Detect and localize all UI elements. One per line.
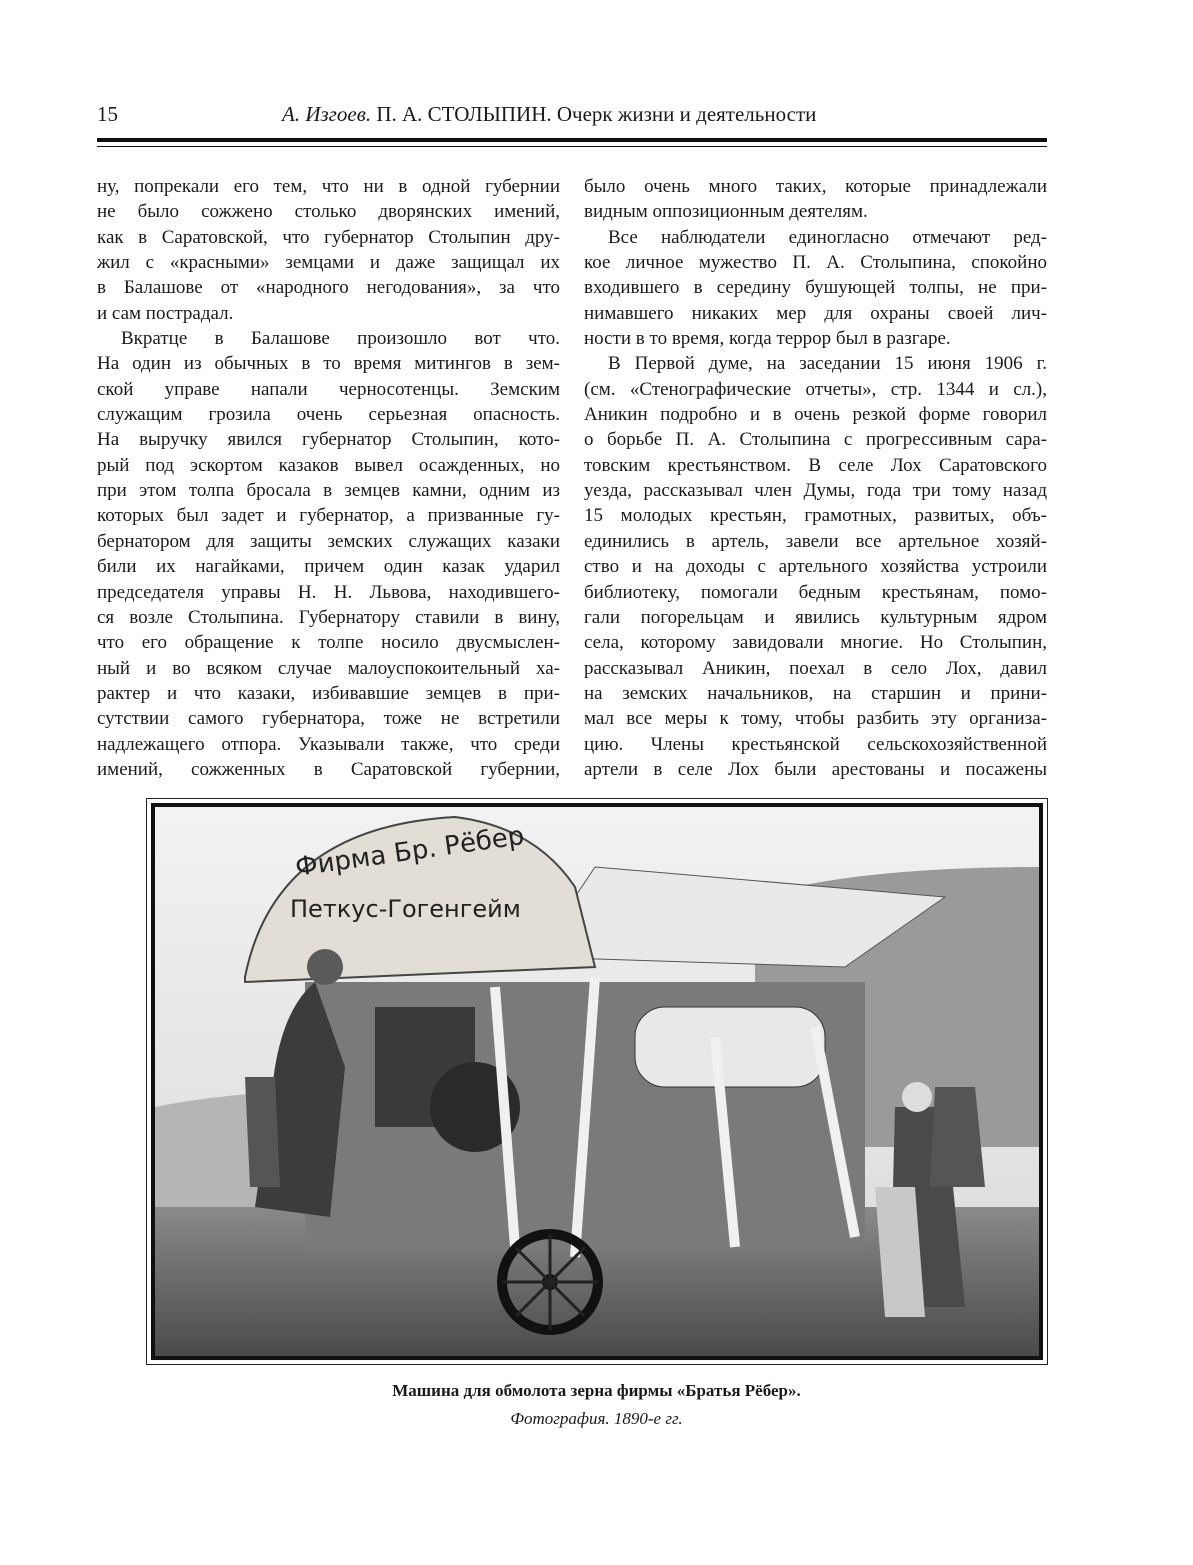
text-line: имений, сожженных в Саратовской губернии, bbox=[97, 758, 560, 780]
text-line: цию. Члены крестьянской сельскохозяйственной bbox=[584, 733, 1047, 755]
header-rule-thin bbox=[97, 146, 1047, 147]
text-line: В Первой думе, на заседании 15 июня 1906 г. bbox=[608, 353, 1047, 375]
text-line: которых был задет и губернатор, а призванные гу- bbox=[97, 505, 560, 527]
text-line: председателя управы Н. Н. Львова, находившего- bbox=[97, 581, 560, 603]
text-line: бернатором для защиты земских служащих казаки bbox=[97, 530, 560, 552]
text-line: служащим грозила очень серьезная опасность. bbox=[97, 404, 560, 426]
text-line: жил с «красными» земцами и даже защищал их bbox=[97, 252, 560, 274]
page-number: 15 bbox=[97, 102, 118, 126]
header-rule-thick bbox=[97, 138, 1047, 142]
text-line: били их нагайками, причем один казак ударил bbox=[97, 556, 560, 578]
text-line: как в Саратовской, что губернатор Столыпин дру- bbox=[97, 226, 560, 248]
text-line: рый под эскортом казаков вывел осажденных, но bbox=[97, 454, 560, 476]
text-column-left bbox=[97, 174, 560, 782]
text-line: 15 молодых крестьян, грамотных, развитых, объ- bbox=[584, 505, 1047, 527]
text-line: рассказывал Аникин, поехал в село Лох, давил bbox=[584, 657, 1047, 679]
text-line: На выручку явился губернатор Столыпин, кото- bbox=[97, 429, 560, 451]
text-line: ской управе напали черносотенцы. Земским bbox=[97, 378, 560, 400]
sign-text-line2: Петкус-Гогенгейм bbox=[290, 895, 521, 923]
sign-text-line1: Фирма Бр. Рёбер bbox=[293, 820, 527, 883]
text-line: на земских начальников, на старшин и прини- bbox=[584, 682, 1047, 704]
text-line: ну, попрекали его тем, что ни в одной губернии bbox=[97, 176, 560, 197]
text-line: сутствии самого губернатора, тоже не встретили bbox=[97, 708, 560, 730]
text-line: (см. «Стенографические отчеты», стр. 1344 и сл.), bbox=[584, 378, 1047, 400]
text-column-right bbox=[584, 174, 1047, 782]
figure-credit: Фотография. 1890-е гг. bbox=[510, 1409, 683, 1428]
text-line: ство и на доходы с артельного хозяйства устроили bbox=[584, 556, 1047, 578]
text-line: надлежащего отпора. Указывали также, что среди bbox=[97, 733, 560, 755]
text-line: и сам пострадал. bbox=[97, 302, 234, 324]
text-line: ся возле Столыпина. Губернатору ставили в вину, bbox=[97, 606, 560, 628]
person-background bbox=[245, 1077, 280, 1187]
text-line: не было сожжено столько дворянских имений, bbox=[97, 201, 560, 223]
text-line: что его обращение к толпе носило двусмыслен- bbox=[97, 632, 560, 654]
text-line: единились в артель, завели все артельное хозяй- bbox=[584, 530, 1047, 552]
text-line: ности в то время, когда террор был в разгаре. bbox=[584, 328, 951, 350]
text-line: нимавшего никаких мер для охраны своей лич- bbox=[584, 302, 1047, 324]
author-name: А. Изгоев. bbox=[282, 102, 372, 126]
text-line: при этом толпа бросала в земцев камни, одним из bbox=[97, 480, 560, 502]
text-line: ный и во всяком случае малоуспокоительный ха- bbox=[97, 657, 560, 679]
text-line: было очень много таких, которые принадлежали bbox=[584, 176, 1047, 197]
running-title bbox=[282, 102, 816, 127]
text-line: артели в селе Лох были арестованы и посажены bbox=[584, 758, 1047, 780]
text-line: в Балашове от «народного негодования», за что bbox=[97, 277, 560, 299]
text-line: рактер и что казаки, избивавшие земцев в при- bbox=[97, 682, 560, 704]
text-line: товским крестьянством. В селе Лох Саратовского bbox=[584, 454, 1047, 476]
text-line: гали погорельцам и явились культурным ядром bbox=[584, 606, 1047, 628]
text-line: Вкратце в Балашове произошло вот что. bbox=[121, 328, 560, 350]
text-line: села, которому завидовали многие. Но Столыпин, bbox=[584, 632, 1047, 654]
text-line: входившего в середину бушующей толпы, не при- bbox=[584, 277, 1047, 299]
text-line: мал все меры к тому, чтобы разбить эту организа- bbox=[584, 708, 1047, 730]
text-line: На один из обычных в то время митингов в зем- bbox=[97, 353, 560, 375]
photograph-threshing-machine bbox=[151, 803, 1043, 1360]
drum bbox=[635, 1007, 825, 1087]
text-line: Все наблюдатели единогласно отмечают ред- bbox=[608, 226, 1047, 248]
text-line: кое личное мужество П. А. Столыпина, спокойно bbox=[584, 252, 1047, 274]
figure-caption: Машина для обмолота зерна фирмы «Братья Рёбер». bbox=[392, 1381, 801, 1400]
text-line: видным оппозиционным деятелям. bbox=[584, 201, 868, 223]
book-title: П. А. СТОЛЫПИН. Очерк жизни и деятельности bbox=[376, 102, 817, 126]
text-line: уезда, рассказывал член Думы, года три тому назад bbox=[584, 480, 1047, 502]
text-line: Аникин подробно и в очень резкой форме говорил bbox=[584, 404, 1047, 426]
text-line: библиотеку, помогали бедным крестьянам, помо- bbox=[584, 581, 1047, 603]
text-line: о борьбе П. А. Столыпина с прогрессивным сара- bbox=[584, 429, 1047, 451]
